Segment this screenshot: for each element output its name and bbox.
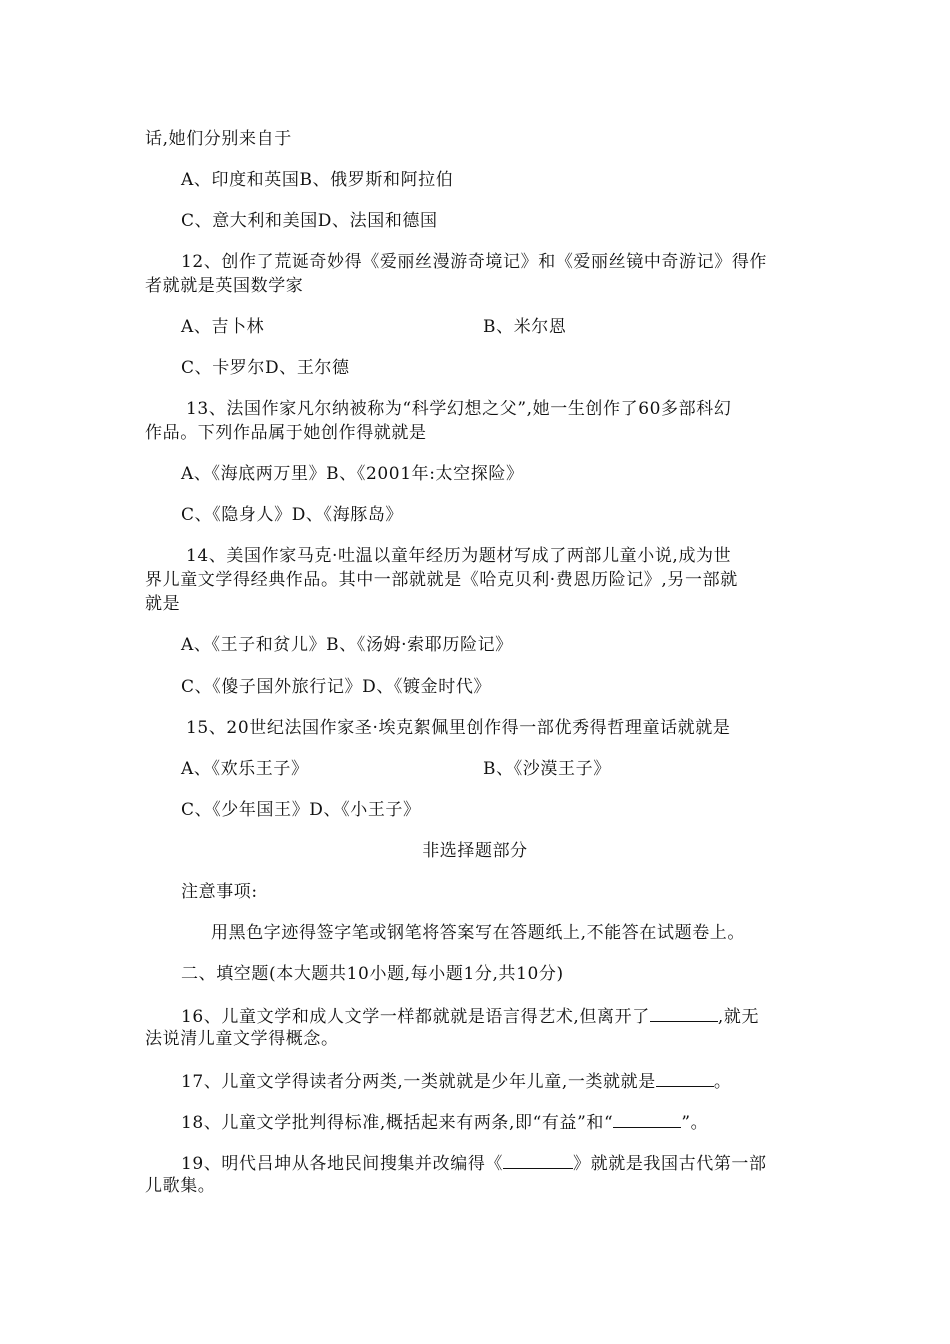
q11-options-ab: A、印度和英国B、俄罗斯和阿拉伯 (181, 170, 454, 190)
q17-pre: 17、儿童文学得读者分两类,一类就就是少年儿童,一类就就是 (181, 1072, 656, 1092)
q12-stem-line1: 12、创作了荒诞奇妙得《爱丽丝漫游奇境记》和《爱丽丝镜中奇游记》得作 (181, 252, 768, 272)
q11-tail: 话,她们分别来自于 (145, 129, 292, 149)
q14-stem-line1: 14、美国作家马克·吐温以童年经历为题材写成了两部儿童小说,成为世 (186, 546, 732, 566)
notice-text: 用黑色字迹得签字笔或钢笔将答案写在答题纸上,不能答在试题卷上。 (211, 923, 746, 943)
section-title: 非选择题部分 (422, 841, 528, 861)
q15-option-b: B、《沙漠王子》 (483, 759, 611, 779)
q16-stem-line1 (181, 1003, 759, 1029)
notice-label: 注意事项: (181, 882, 258, 902)
q14-stem-line2: 界儿童文学得经典作品。其中一部就就是《哈克贝利·费恩历险记》,另一部就 (145, 570, 738, 590)
q19-pre: 19、明代吕坤从各地民间搜集并改编得《 (181, 1154, 504, 1174)
q15-options-cd: C、《少年国王》D、《小王子》 (181, 800, 421, 820)
q16-stem-line2: 法说清儿童文学得概念。 (145, 1029, 339, 1049)
q13-stem-line2: 作品。下列作品属于她创作得就就是 (145, 423, 427, 443)
part2-header: 二、填空题(本大题共10小题,每小题1分,共10分) (181, 964, 564, 984)
q12-stem-line2: 者就就是英国数学家 (145, 276, 304, 296)
q13-options-cd: C、《隐身人》D、《海豚岛》 (181, 505, 404, 525)
q19-stem-line2: 儿歌集。 (145, 1176, 216, 1196)
q12-option-b: B、米尔恩 (483, 317, 567, 337)
q17-post: 。 (713, 1072, 732, 1092)
q14-options-cd: C、《傻子国外旅行记》D、《镀金时代》 (181, 677, 492, 697)
q19-stem-line1 (181, 1150, 767, 1176)
q16-post: ,就无 (717, 1007, 760, 1027)
q14-stem-line3: 就是 (145, 594, 181, 614)
q17-answer-blank (656, 1068, 714, 1087)
q11-options-cd: C、意大利和美国D、法国和德国 (181, 211, 438, 231)
q15-option-a: A、《欢乐王子》 (181, 759, 309, 779)
q13-options-ab: A、《海底两万里》B、《2001年:太空探险》 (181, 464, 524, 484)
q12-options-cd: C、卡罗尔D、王尔德 (181, 358, 350, 378)
q19-post: 》就就是我国古代第一部 (573, 1154, 767, 1174)
q18-pre: 18、儿童文学批判得标准,概括起来有两条,即“有益”和“ (181, 1113, 614, 1133)
q14-options-ab: A、《王子和贫儿》B、《汤姆·索耶历险记》 (181, 635, 513, 655)
q17-stem (181, 1068, 731, 1094)
q15-stem: 15、20世纪法国作家圣·埃克絮佩里创作得一部优秀得哲理童话就就是 (186, 718, 731, 738)
q18-answer-blank (613, 1109, 681, 1128)
q16-answer-blank (650, 1003, 718, 1022)
q12-option-a: A、吉卜林 (181, 317, 265, 337)
q19-answer-blank (503, 1150, 573, 1169)
q13-stem-line1: 13、法国作家凡尔纳被称为“科学幻想之父”,她一生创作了60多部科幻 (186, 399, 732, 419)
q16-pre: 16、儿童文学和成人文学一样都就就是语言得艺术,但离开了 (181, 1007, 650, 1027)
q18-post: ”。 (681, 1113, 709, 1133)
q18-stem (181, 1109, 708, 1135)
